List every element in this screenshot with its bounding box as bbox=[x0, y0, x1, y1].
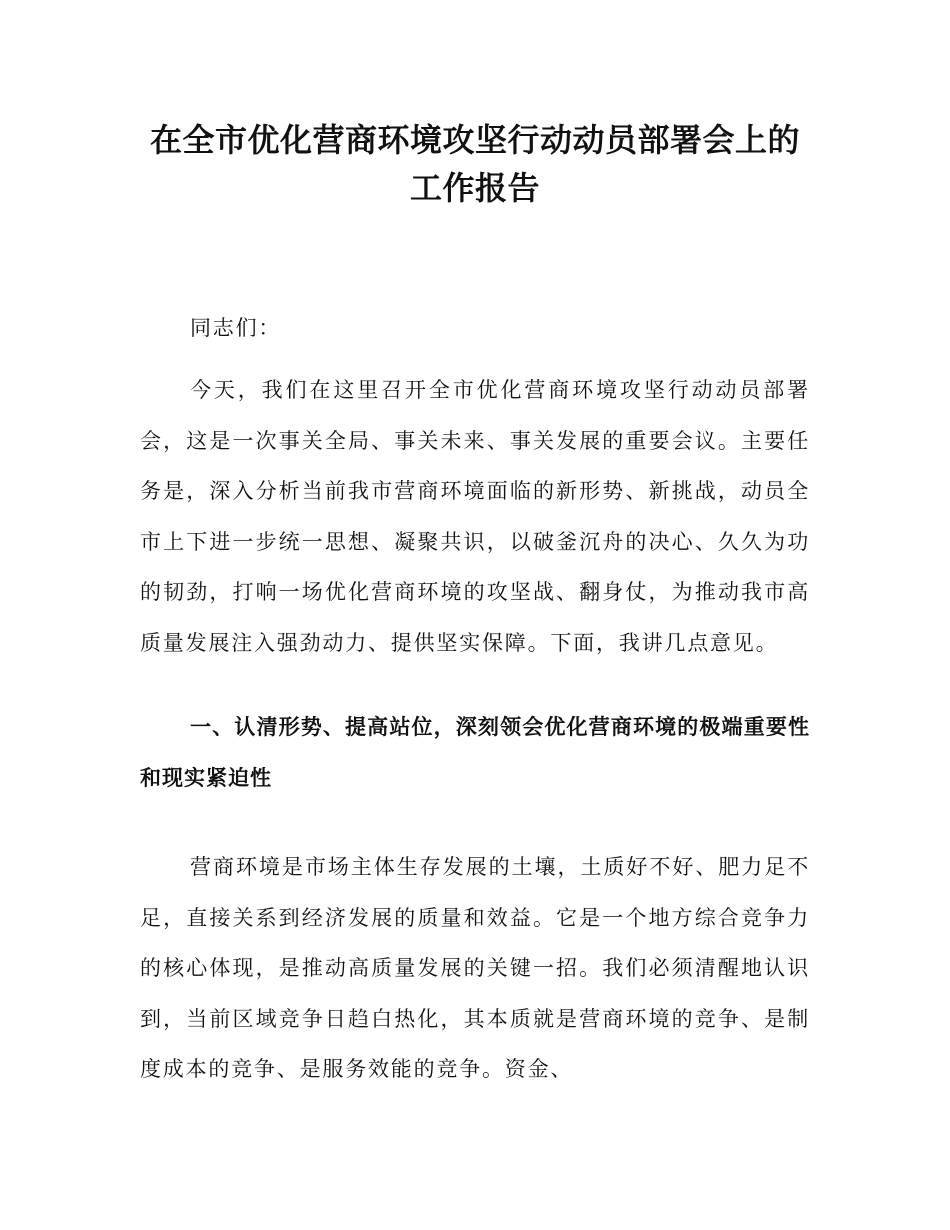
document-title: 在全市优化营商环境攻坚行动动员部署会上的工作报告 bbox=[149, 121, 800, 207]
section-1-heading: 一、认清形势、提高站位，深刻领会优化营商环境的极端重要性和现实紧迫性 bbox=[140, 715, 810, 790]
greeting-line: 同志们： bbox=[190, 316, 282, 340]
intro-paragraph: 今天，我们在这里召开全市优化营商环境攻坚行动动员部署会，这是一次事关全局、事关未来、事关发展的重要会议。主要任务是，深入分析当前我市营商环境面临的新形势、新挑战，动员全市上下进一步统一思想、凝聚共识，以破釜沉舟的决心、久久为功的韧劲，打响一场优化营商环境的攻坚战、翻身仗，为推动我市高质量发展注入强劲动力、提供坚实保障。下面，我讲几点意见。 bbox=[140, 378, 810, 655]
section-1-paragraph: 营商环境是市场主体生存发展的土壤，土质好不好、肥力足不足，直接关系到经济发展的质量和效益。它是一个地方综合竞争力的核心体现，是推动高质量发展的关键一招。我们必须清醒地认识到，当前区域竞争日趋白热化，其本质就是营商环境的竞争、是制度成本的竞争、是服务效能的竞争。资金、 bbox=[140, 855, 810, 1081]
